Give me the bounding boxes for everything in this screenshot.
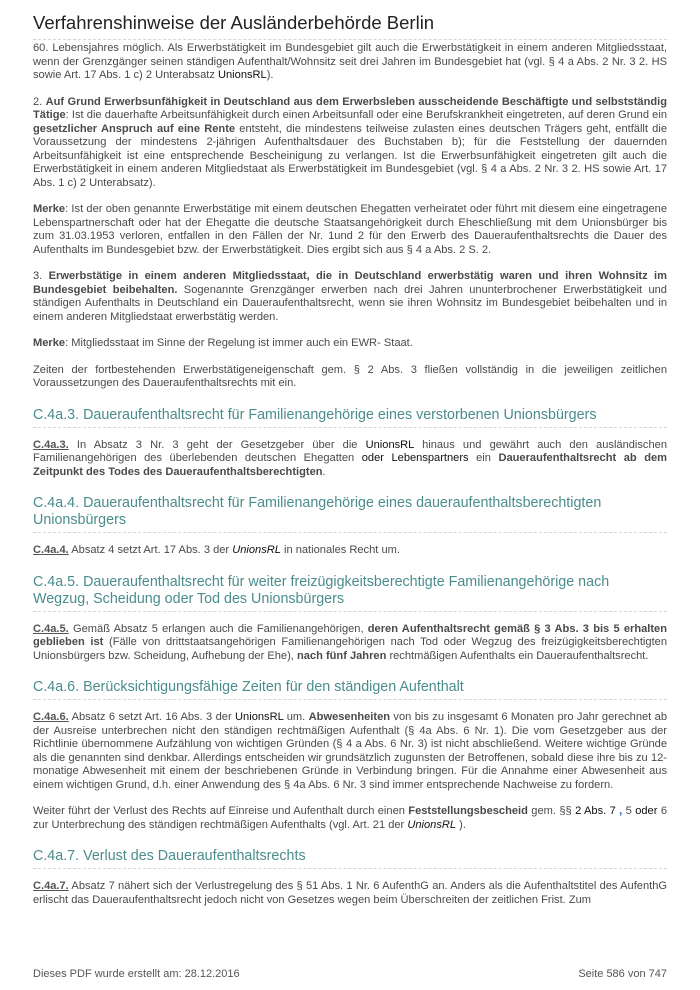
unionsrl-reference: UnionsRL [407, 818, 457, 831]
section-label-c4a4: C.4a.4. [33, 544, 69, 556]
section-heading-c4a4: C.4a.4. Daueraufenthaltsrecht für Familienangehörige eines daueraufenthaltsberechtigten Unionsbürgers [33, 495, 667, 533]
paragraph-c4a6-feststellung: Weiter führt der Verlust des Rechts auf Einreise und Aufenthalt durch einen Feststellungsbescheid gem. §§ 2 Abs. 7 , 5 oder 6 zur Unterbrechung des ständigen rechtmäßigen Aufenthalts (vgl. Art. 21 der UnionsRL ). [33, 805, 667, 831]
content [33, 42, 667, 907]
page [33, 0, 667, 907]
page-number: Seite 586 von 747 [578, 968, 667, 980]
creation-date: Dieses PDF wurde erstellt am: 28.12.2016 [33, 968, 240, 980]
document-title: Verfahrenshinweise der Ausländerbehörde Berlin [33, 12, 667, 40]
paragraph-c4a5: C.4a.5. Gemäß Absatz 5 erlangen auch die Familienangehörigen, deren Aufenthaltsrecht gemäß § 3 Abs. 3 bis 5 erhalten geblieben ist (Fälle von drittstaatsangehörigen Familienangehörigen nach Tod oder Wegzug des freizügigkeitsberechtigten Unionsbürgers bzw. Scheidung, Aufhebung der Ehe), nach fünf Jahren rechtmäßigen Aufenthalts ein Daueraufenthaltsrecht. [33, 622, 667, 662]
paragraph-c4a3: C.4a.3. In Absatz 3 Nr. 3 geht der Gesetzgeber über die UnionsRL hinaus und gewährt auch den ausländischen Familienangehörigen des überlebenden deutschen Ehegatten oder Lebenspartners ein Daueraufenthaltsrecht ab dem Zeitpunkt des Todes des Daueraufenthaltsberechtigten. [33, 438, 668, 478]
section-heading-c4a6: C.4a.6. Berücksichtigungsfähige Zeiten für den ständigen Aufenthalt [33, 679, 667, 700]
paragraph-grenzgaenger-wohnsitz: 3. Erwerbstätige in einem anderen Mitgliedsstaat, die in Deutschland erwerbstätig waren und ihren Wohnsitz im Bundesgebiet beibehalten. Sogenannte Grenzgänger erwerben nach drei Jahren ununterbrochener Erwerbstätigkeit und ständigen Aufenthalts in Deutschland ein Daueraufenthaltsrecht, wenn sie ihren Wohnsitz im Bundesgebiet beibehalten und in einem anderen Mitgliedstaat erwerbstätig werden. [33, 270, 667, 323]
paragraph-erwerbsunfaehigkeit: 2. Auf Grund Erwerbsunfähigkeit in Deutschland aus dem Erwerbsleben ausscheidende Beschäftigte und selbstständig Tätige: Ist die dauerhafte Arbeitsunfähigkeit durch einen Arbeitsunfall oder eine Berufskrankheit eingetreten, auf deren Grund ein gesetzlicher Anspruch auf eine Rente entsteht, die mindestens teilweise zulasten eines deutschen Trägers geht, entfällt die Voraussetzung der mindestens 2-jährigen Aufenthaltsdauer des Buchstaben b); für die Feststellung der dauernden Arbeitsunfähigkeit ist eine entsprechende Bescheinigung zu verlangen. Ist die Erwerbsunfähigkeit eingetreten gilt auch die Erwerbstätigkeit in einem anderen Mitgliedstaat als Erwerbstätigkeit im Bundesgebiet (vgl. § 4 a Abs. 2 Nr. 3 2. HS sowie Art. 17 Abs. 1 c) 2 Unterabsatz). [33, 95, 667, 189]
section-label-c4a3: C.4a.3. [33, 438, 69, 451]
section-heading-c4a3: C.4a.3. Daueraufenthaltsrecht für Familienangehörige eines verstorbenen Unionsbürgers [33, 407, 667, 428]
section-heading-c4a5: C.4a.5. Daueraufenthaltsrecht für weiter freizügigkeitsberechtigte Familienangehörige nach Wegzug, Scheidung oder Tod des Unionsbürgers [33, 574, 667, 612]
section-heading-c4a7: C.4a.7. Verlust des Daueraufenthaltsrechts [33, 848, 667, 869]
section-label-c4a7: C.4a.7. [33, 880, 69, 892]
paragraph-merke-ehegatte: Merke: Ist der oben genannte Erwerbstätige mit einem deutschen Ehegatten verheiratet oder führt mit diesem eine eingetragene Lebenspartnerschaft oder hat der Ehegatte die deutsche Staatsangehörigkeit durch Eheschließung mit dem Unionsbürger bis zum 31.03.1953 verloren, entfallen in den Fällen der Nr. 1und 2 für den Erwerb des Daueraufenthaltsrechts die Dauer des Aufenthalts im Bundesgebiet bzw. der Erwerbstätigkeit. Dies ergibt sich aus § 4 a Abs. 2 S. 2. [33, 203, 667, 256]
section-label-c4a5: C.4a.5. [33, 622, 69, 635]
unionsrl-reference: UnionsRL [218, 69, 267, 81]
paragraph-c4a6: C.4a.6. Absatz 6 setzt Art. 16 Abs. 3 der UnionsRL um. Abwesenheiten von bis zu insgesamt 6 Monaten pro Jahr gerechnet ab der Ausreise unterbrechen nicht den ständigen rechtmäßigen Aufenthalt (§ 4a Abs. 6 Nr. 1). Die vom Gesetzgeber aus der Richtlinie übernommene Aufzählung von wichtigen Gründen (§ 4 a Abs. 6 Nr. 3) ist nicht abschließend. Weitere wichtige Gründe als die genannten sind denkbar. Allerdings entscheiden wir grundsätzlich zugunsten der Betroffenen, sobald diese ihre bis zu 12-monatige Abwesenheit mit einem der beschriebenen Gründe in Verbindung bringen. Für die Annahme einer Abwesenheit aus einem wichtigen Grund, d.h. einer Anwendung des § 4a Abs. 6 Nr. 3 sind immer entsprechende Nachweise zu fordern. [33, 711, 667, 791]
paragraph-zeiten: Zeiten der fortbestehenden Erwerbstätigeneigenschaft gem. § 2 Abs. 3 fließen vollständig in die jeweiligen zeitlichen Voraussetzungen des Daueraufenthaltsrechts mit ein. [33, 363, 667, 389]
unionsrl-reference: UnionsRL [365, 438, 414, 451]
paragraph-c4a7: C.4a.7. Absatz 7 nähert sich der Verlustregelung des § 51 Abs. 1 Nr. 6 AufenthG an. Anders als die Aufenthaltstitel des AufenthG erlischt das Daueraufenthaltsrecht jedoch nicht von Gesetzes wegen beim Überschreiten der zeitlichen Frist. Zum [33, 880, 667, 906]
section-label-c4a6: C.4a.6. [33, 711, 69, 723]
paragraph-merke-ewr: Merke: Mitgliedsstaat im Sinne der Regelung ist immer auch ein EWR- Staat. [33, 337, 413, 349]
paragraph-c4a4: C.4a.4. Absatz 4 setzt Art. 17 Abs. 3 der UnionsRL in nationales Recht um. [33, 544, 400, 556]
unionsrl-reference: UnionsRL [235, 711, 284, 723]
paragraph-grenzgaenger-intro: 60. Lebensjahres möglich. Als Erwerbstätigkeit im Bundesgebiet gilt auch die Erwerbstätigkeit in einem anderen Mitgliedsstaat, wenn der Grenzgänger seinen ständigen Aufenthalt/Wohnsitz seit drei Jahren im Bundesgebiet hat (vgl. § 4 a Abs. 2 Nr. 3 2. HS sowie Art. 17 Abs. 1 c) 2 Unterabsatz UnionsRL). [33, 42, 667, 81]
unionsrl-reference: UnionsRL [232, 544, 281, 556]
